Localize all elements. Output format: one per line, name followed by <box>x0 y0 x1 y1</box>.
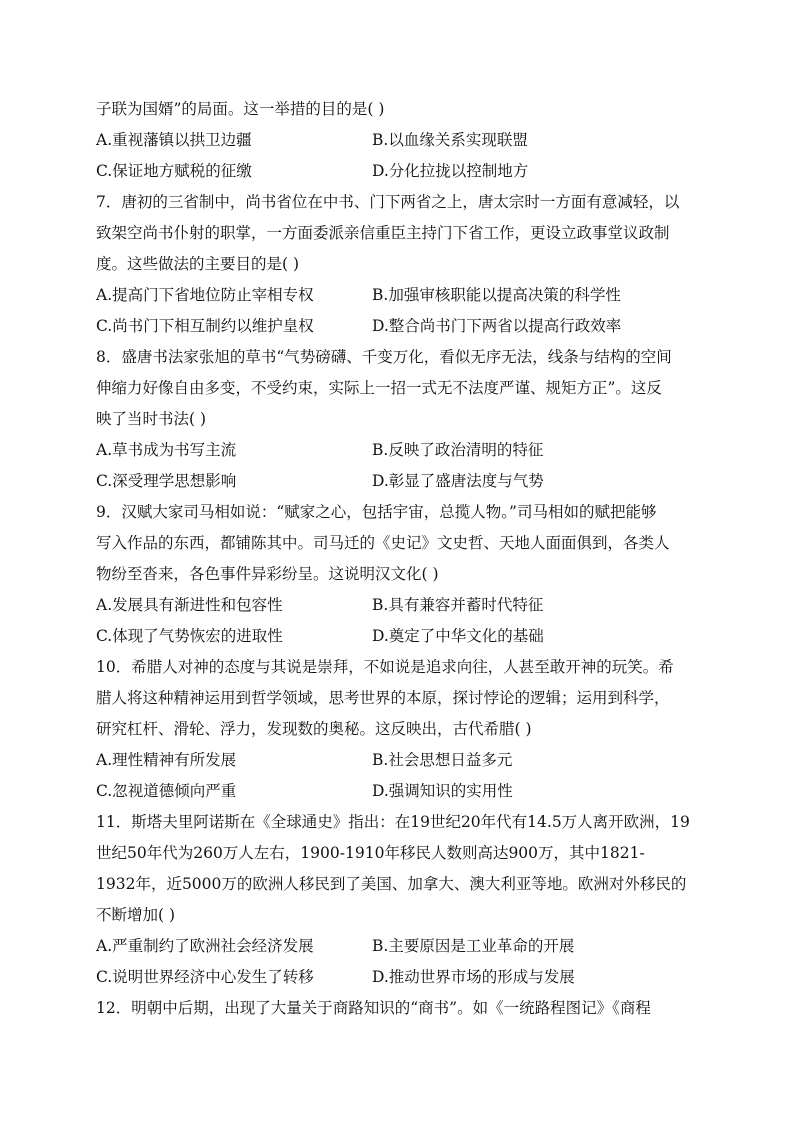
option-b[interactable]: B.社会思想日益多元 <box>372 751 513 769</box>
option-b[interactable]: B.具有兼容并蓄时代特征 <box>372 596 544 614</box>
question-9-stem-line: 9．汉赋大家司马相如说：“赋家之心，包括宇宙，总揽人物。”司马相如的赋把能够 <box>96 503 657 521</box>
question-8-stem-line: 映了当时书法( ) <box>96 410 207 428</box>
question-6-options-row-2 <box>96 156 700 187</box>
option-c[interactable]: C.保证地方赋税的征缴 <box>96 162 252 180</box>
option-d[interactable]: D.推动世界市场的形成与发展 <box>372 968 575 986</box>
question-11-stem-line: 11．斯塔夫里阿诺斯在《全球通史》指出：在19世纪20年代有14.5万人离开欧洲，19 <box>96 813 690 831</box>
question-12-stem-line: 12．明朝中后期，出现了大量关于商路知识的“商书”。如《一统路程图记》《商程 <box>96 999 651 1017</box>
option-c[interactable]: C.忽视道德倾向严重 <box>96 782 237 800</box>
question-10-options-row-1 <box>96 745 700 776</box>
option-d[interactable]: D.奠定了中华文化的基础 <box>372 627 544 645</box>
question-7-stem-line: 7．唐初的三省制中，尚书省位在中书、门下两省之上，唐太宗时一方面有意减轻，以 <box>96 193 680 211</box>
question-11-stem-line: 不断增加( ) <box>96 906 176 924</box>
question-8-stem-line: 8．盛唐书法家张旭的草书“气势磅礴、千变万化，看似无序无法，线条与结构的空间 <box>96 348 672 366</box>
question-8-stem-line: 伸缩力好像自由多变，不受约束，实际上一招一式无不法度严谨、规矩方正”。这反 <box>96 379 662 397</box>
question-6-stem-tail: 子联为国婿”的局面。这一举措的目的是( ) <box>96 100 385 118</box>
question-10-stem-line: 研究杠杆、滑轮、浮力，发现数的奥秘。这反映出，古代希腊( ) <box>96 720 532 738</box>
question-11-options-row-2 <box>96 962 700 993</box>
question-8-options-row-1 <box>96 435 700 466</box>
question-7-stem-line: 度。这些做法的主要目的是( ) <box>96 255 300 273</box>
question-7-options-row-2 <box>96 311 700 342</box>
question-10-stem-line: 10．希腊人对神的态度与其说是崇拜，不如说是追求向往，人甚至敢开神的玩笑。希 <box>96 658 674 676</box>
question-9-stem-line: 写入作品的东西，都铺陈其中。司马迁的《史记》文史哲、天地人面面俱到，各类人 <box>96 534 670 552</box>
option-a[interactable]: A.发展具有渐进性和包容性 <box>96 596 283 614</box>
option-d[interactable]: D.强调知识的实用性 <box>372 782 513 800</box>
question-7-stem-line: 致架空尚书仆射的职掌，一方面委派亲信重臣主持门下省工作，更设立政事堂议政制 <box>96 224 670 242</box>
question-8-options-row-2 <box>96 466 700 497</box>
question-9-stem-line: 物纷至沓来，各色事件异彩纷呈。这说明汉文化( ) <box>96 565 439 583</box>
option-c[interactable]: C.深受理学思想影响 <box>96 472 237 490</box>
option-c[interactable]: C.体现了气势恢宏的进取性 <box>96 627 283 645</box>
option-b[interactable]: B.反映了政治清明的特征 <box>372 441 544 459</box>
option-d[interactable]: D.分化拉拢以控制地方 <box>372 162 529 180</box>
question-11-options-row-1 <box>96 931 700 962</box>
option-c[interactable]: C.尚书门下相互制约以维护皇权 <box>96 317 314 335</box>
question-10-stem-line: 腊人将这种精神运用到哲学领域，思考世界的本原，探讨悖论的逻辑；运用到科学， <box>96 689 670 707</box>
option-b[interactable]: B.主要原因是工业革命的开展 <box>372 937 575 955</box>
option-a[interactable]: A.提高门下省地位防止宰相专权 <box>96 286 314 304</box>
option-d[interactable]: D.彰显了盛唐法度与气势 <box>372 472 544 490</box>
option-a[interactable]: A.理性精神有所发展 <box>96 751 237 769</box>
question-11-stem-line: 1932年，近5000万的欧洲人移民到了美国、加拿大、澳大利亚等地。欧洲对外移民的 <box>96 875 687 893</box>
option-c[interactable]: C.说明世界经济中心发生了转移 <box>96 968 314 986</box>
option-d[interactable]: D.整合尚书门下两省以提高行政效率 <box>372 317 622 335</box>
question-7-options-row-1 <box>96 280 700 311</box>
question-10-options-row-2 <box>96 776 700 807</box>
option-a[interactable]: A.重视藩镇以拱卫边疆 <box>96 131 252 149</box>
question-9-options-row-1 <box>96 590 700 621</box>
option-a[interactable]: A.严重制约了欧洲社会经济发展 <box>96 937 314 955</box>
question-9-options-row-2 <box>96 621 700 652</box>
question-page <box>96 94 700 1024</box>
option-b[interactable]: B.加强审核职能以提高决策的科学性 <box>372 286 621 304</box>
question-6-options-row-1 <box>96 125 700 156</box>
option-b[interactable]: B.以血缘关系实现联盟 <box>372 131 528 149</box>
question-11-stem-line: 世纪50年代为260万人左右，1900-1910年移民人数则高达900万，其中1821- <box>96 844 645 862</box>
option-a[interactable]: A.草书成为书写主流 <box>96 441 237 459</box>
